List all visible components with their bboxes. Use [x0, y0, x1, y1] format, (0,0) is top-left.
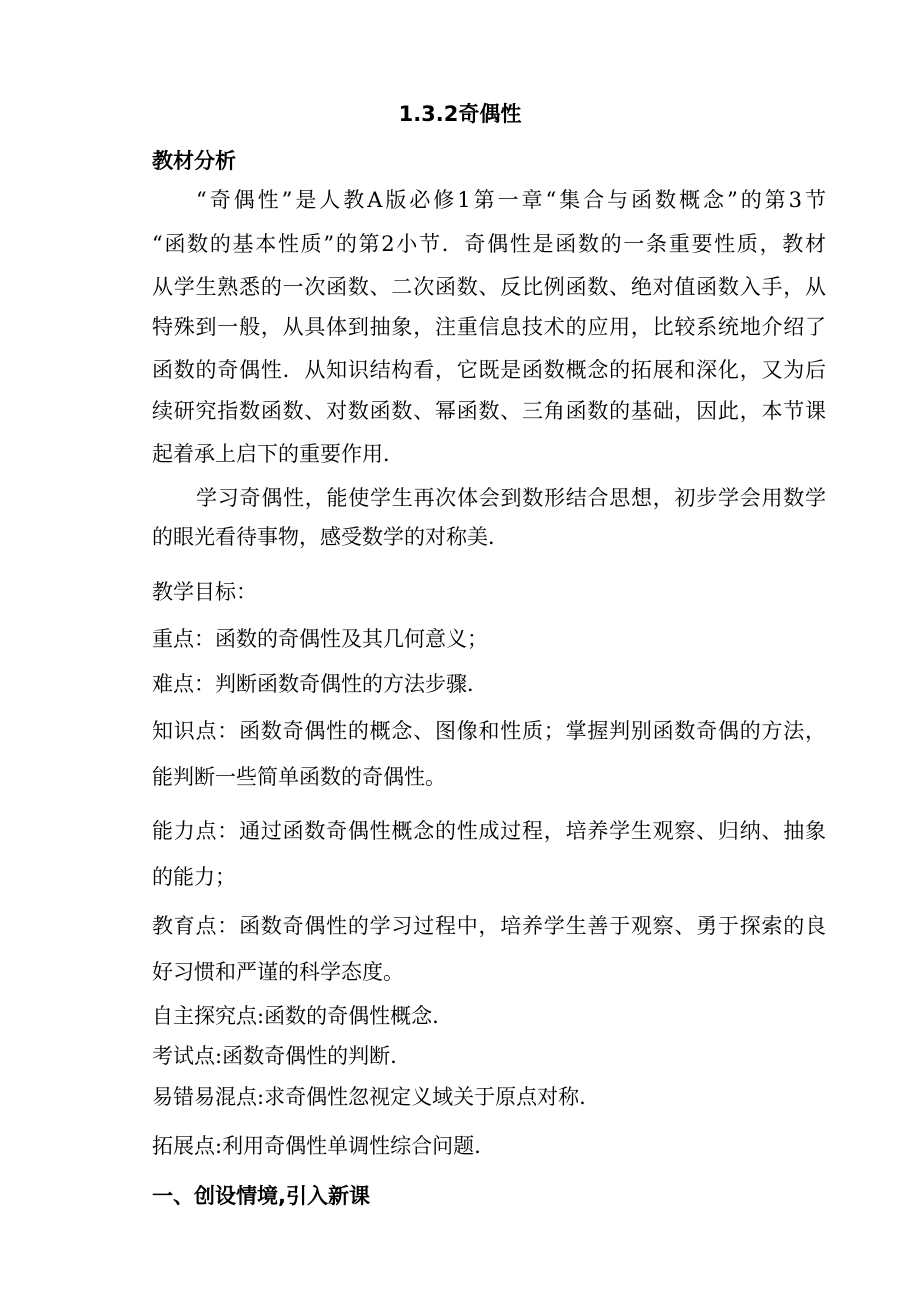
study-paragraph-line: 的眼光看待事物，感受数学的对称美．: [152, 525, 509, 549]
material-paragraph-line: “奇偶性”是人教A版必修1第一章“集合与函数概念”的第3节: [196, 188, 826, 212]
material-paragraph-line: 续研究指数函数、对数函数、幂函数、三角函数的基础，因此，本节课: [152, 399, 826, 423]
difficult-point: 难点：判断函数奇偶性的方法步骤．: [152, 672, 488, 696]
material-paragraph-line: 起着承上启下的重要作用．: [152, 442, 404, 466]
key-point: 重点：函数的奇偶性及其几何意义；: [152, 627, 488, 651]
education-point-line: 教育点：函数奇偶性的学习过程中，培养学生善于观察、勇于探索的良: [152, 914, 826, 938]
self-study-point: 自主探究点:函数的奇偶性概念.: [152, 1004, 439, 1028]
material-paragraph-line: 特殊到一般，从具体到抽象，注重信息技术的应用，比较系统地介绍了: [152, 315, 826, 339]
exam-point: 考试点:函数奇偶性的判断.: [152, 1044, 397, 1068]
material-paragraph-line: 函数的奇偶性．从知识结构看，它既是函数概念的拓展和深化，又为后: [152, 358, 826, 382]
extension-point: 拓展点:利用奇偶性单调性综合问题.: [152, 1134, 481, 1158]
education-point-line: 好习惯和严谨的科学态度。: [152, 960, 404, 984]
teaching-goals-heading: 教学目标：: [152, 580, 257, 604]
ability-point-line: 的能力；: [152, 865, 236, 889]
material-paragraph-line: 从学生熟悉的一次函数、二次函数、反比例函数、绝对值函数入手，从: [152, 275, 826, 299]
error-prone-point: 易错易混点:求奇偶性忽视定义域关于原点对称.: [152, 1085, 586, 1109]
material-paragraph-line: “函数的基本性质”的第2小节．奇偶性是函数的一条重要性质，教材: [152, 232, 826, 256]
section-heading-material: 教材分析: [152, 149, 236, 173]
ability-point-line: 能力点：通过函数奇偶性概念的性成过程，培养学生观察、归纳、抽象: [152, 819, 826, 843]
section-heading-one: 一、创设情境,引入新课: [152, 1184, 370, 1208]
page-title: 1.3.2奇偶性: [398, 102, 522, 126]
knowledge-point-line: 知识点：函数奇偶性的概念、图像和性质；掌握判别函数奇偶的方法，: [152, 719, 826, 743]
study-paragraph-line: 学习奇偶性，能使学生再次体会到数形结合思想，初步学会用数学: [196, 486, 826, 510]
knowledge-point-line: 能判断一些简单函数的奇偶性。: [152, 765, 446, 789]
